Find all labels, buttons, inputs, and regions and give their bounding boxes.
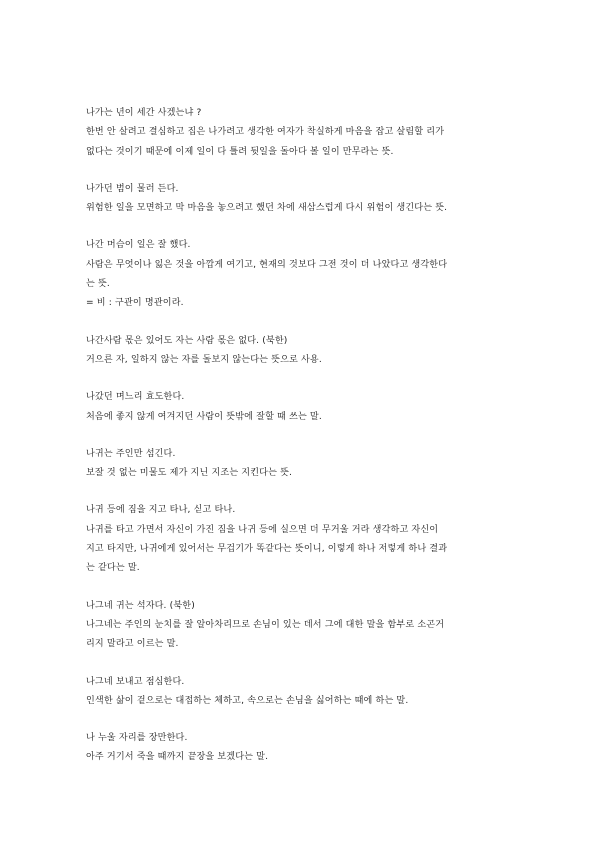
proverb-meaning: 나귀를 타고 가면서 자신이 가진 짐을 나귀 등에 실으면 더 무거울 거라 생각하고 자신이 (86, 524, 439, 535)
proverb-title: 나귀 등에 짐을 지고 타나, 싣고 타나. (86, 505, 236, 516)
proverb-meaning: 리지 말라고 이르는 말. (86, 639, 179, 650)
proverb-meaning: 는 뜻. (86, 279, 110, 290)
proverb-title: 나그네 보내고 점심한다. (86, 676, 185, 687)
proverb-entry (86, 180, 514, 219)
proverb-entry (86, 445, 514, 484)
proverb-synonym: = 비 : 구관이 명관이라. (86, 298, 184, 309)
proverb-entry (86, 332, 514, 371)
proverb-entry (86, 388, 514, 427)
proverb-entry (86, 597, 514, 655)
proverb-title: 나 누울 자리를 장만한다. (86, 733, 188, 744)
proverb-entry (86, 104, 514, 162)
proverb-title: 나그네 귀는 석자다. (북한) (86, 600, 195, 611)
proverb-title: 나간사람 몫은 있어도 자는 사람 몫은 없다. (북한) (86, 335, 288, 346)
proverb-entry (86, 673, 514, 712)
proverb-meaning: 위험한 일을 모면하고 막 마음을 놓으려고 했던 차에 새삼스럽게 다시 위험이 생긴다는 뜻. (86, 203, 448, 214)
proverb-meaning: 아주 거기서 죽을 때까지 끝장을 보겠다는 말. (86, 752, 269, 763)
proverb-meaning: 나그네는 주인의 눈치를 잘 알아차리므로 손님이 있는 데서 그에 대한 말을 함부로 소곤거 (86, 619, 445, 630)
proverb-title: 나가는 년이 세간 사겠는냐 ? (86, 108, 202, 118)
proverb-entry (86, 729, 514, 768)
proverb-title: 나간 머슴이 일은 잘 했다. (86, 240, 191, 251)
proverb-meaning: 거으른 자, 일하지 않는 자를 돌보지 않는다는 뜻으로 사용. (86, 354, 322, 365)
proverb-meaning: 인색한 삶이 겉으로는 대접하는 체하고, 속으로는 손님을 싫어하는 때에 하는 말. (86, 695, 409, 706)
proverb-meaning: 사람은 무엇이나 잃은 것을 아깝게 여기고, 현재의 것보다 그전 것이 더 나았다고 생각한다 (86, 259, 448, 270)
proverb-title: 나갔던 며느리 효도한다. (86, 392, 185, 403)
proverb-meaning: 한번 안 살려고 결심하고 집은 나가려고 생각한 여자가 착실하게 마음을 잡고 살림할 리가 (86, 127, 445, 138)
proverb-meaning: 없다는 것이기 때문에 이제 일이 다 틀려 뒷일을 돌아다 볼 일이 만무라는 뜻. (86, 146, 394, 157)
document-page (86, 104, 514, 786)
proverb-meaning: 보잘 것 없는 미물도 제가 지닌 지조는 지킨다는 뜻. (86, 468, 293, 479)
proverb-meaning: 처음에 좋지 않게 여겨지던 사람이 뜻밖에 잘할 때 쓰는 말. (86, 411, 322, 422)
proverb-title: 나귀는 주인만 섬긴다. (86, 448, 176, 459)
proverb-entry (86, 501, 514, 578)
proverb-title: 나가던 범이 물러 든다. (86, 183, 179, 194)
proverb-meaning: 지고 타지만, 나귀에게 있어서는 무겁기가 똑같다는 뜻이니, 이렇게 하나 저렇게 하나 결과 (86, 544, 448, 555)
proverb-entry (86, 236, 514, 313)
proverb-meaning: 는 같다는 말. (86, 563, 140, 574)
